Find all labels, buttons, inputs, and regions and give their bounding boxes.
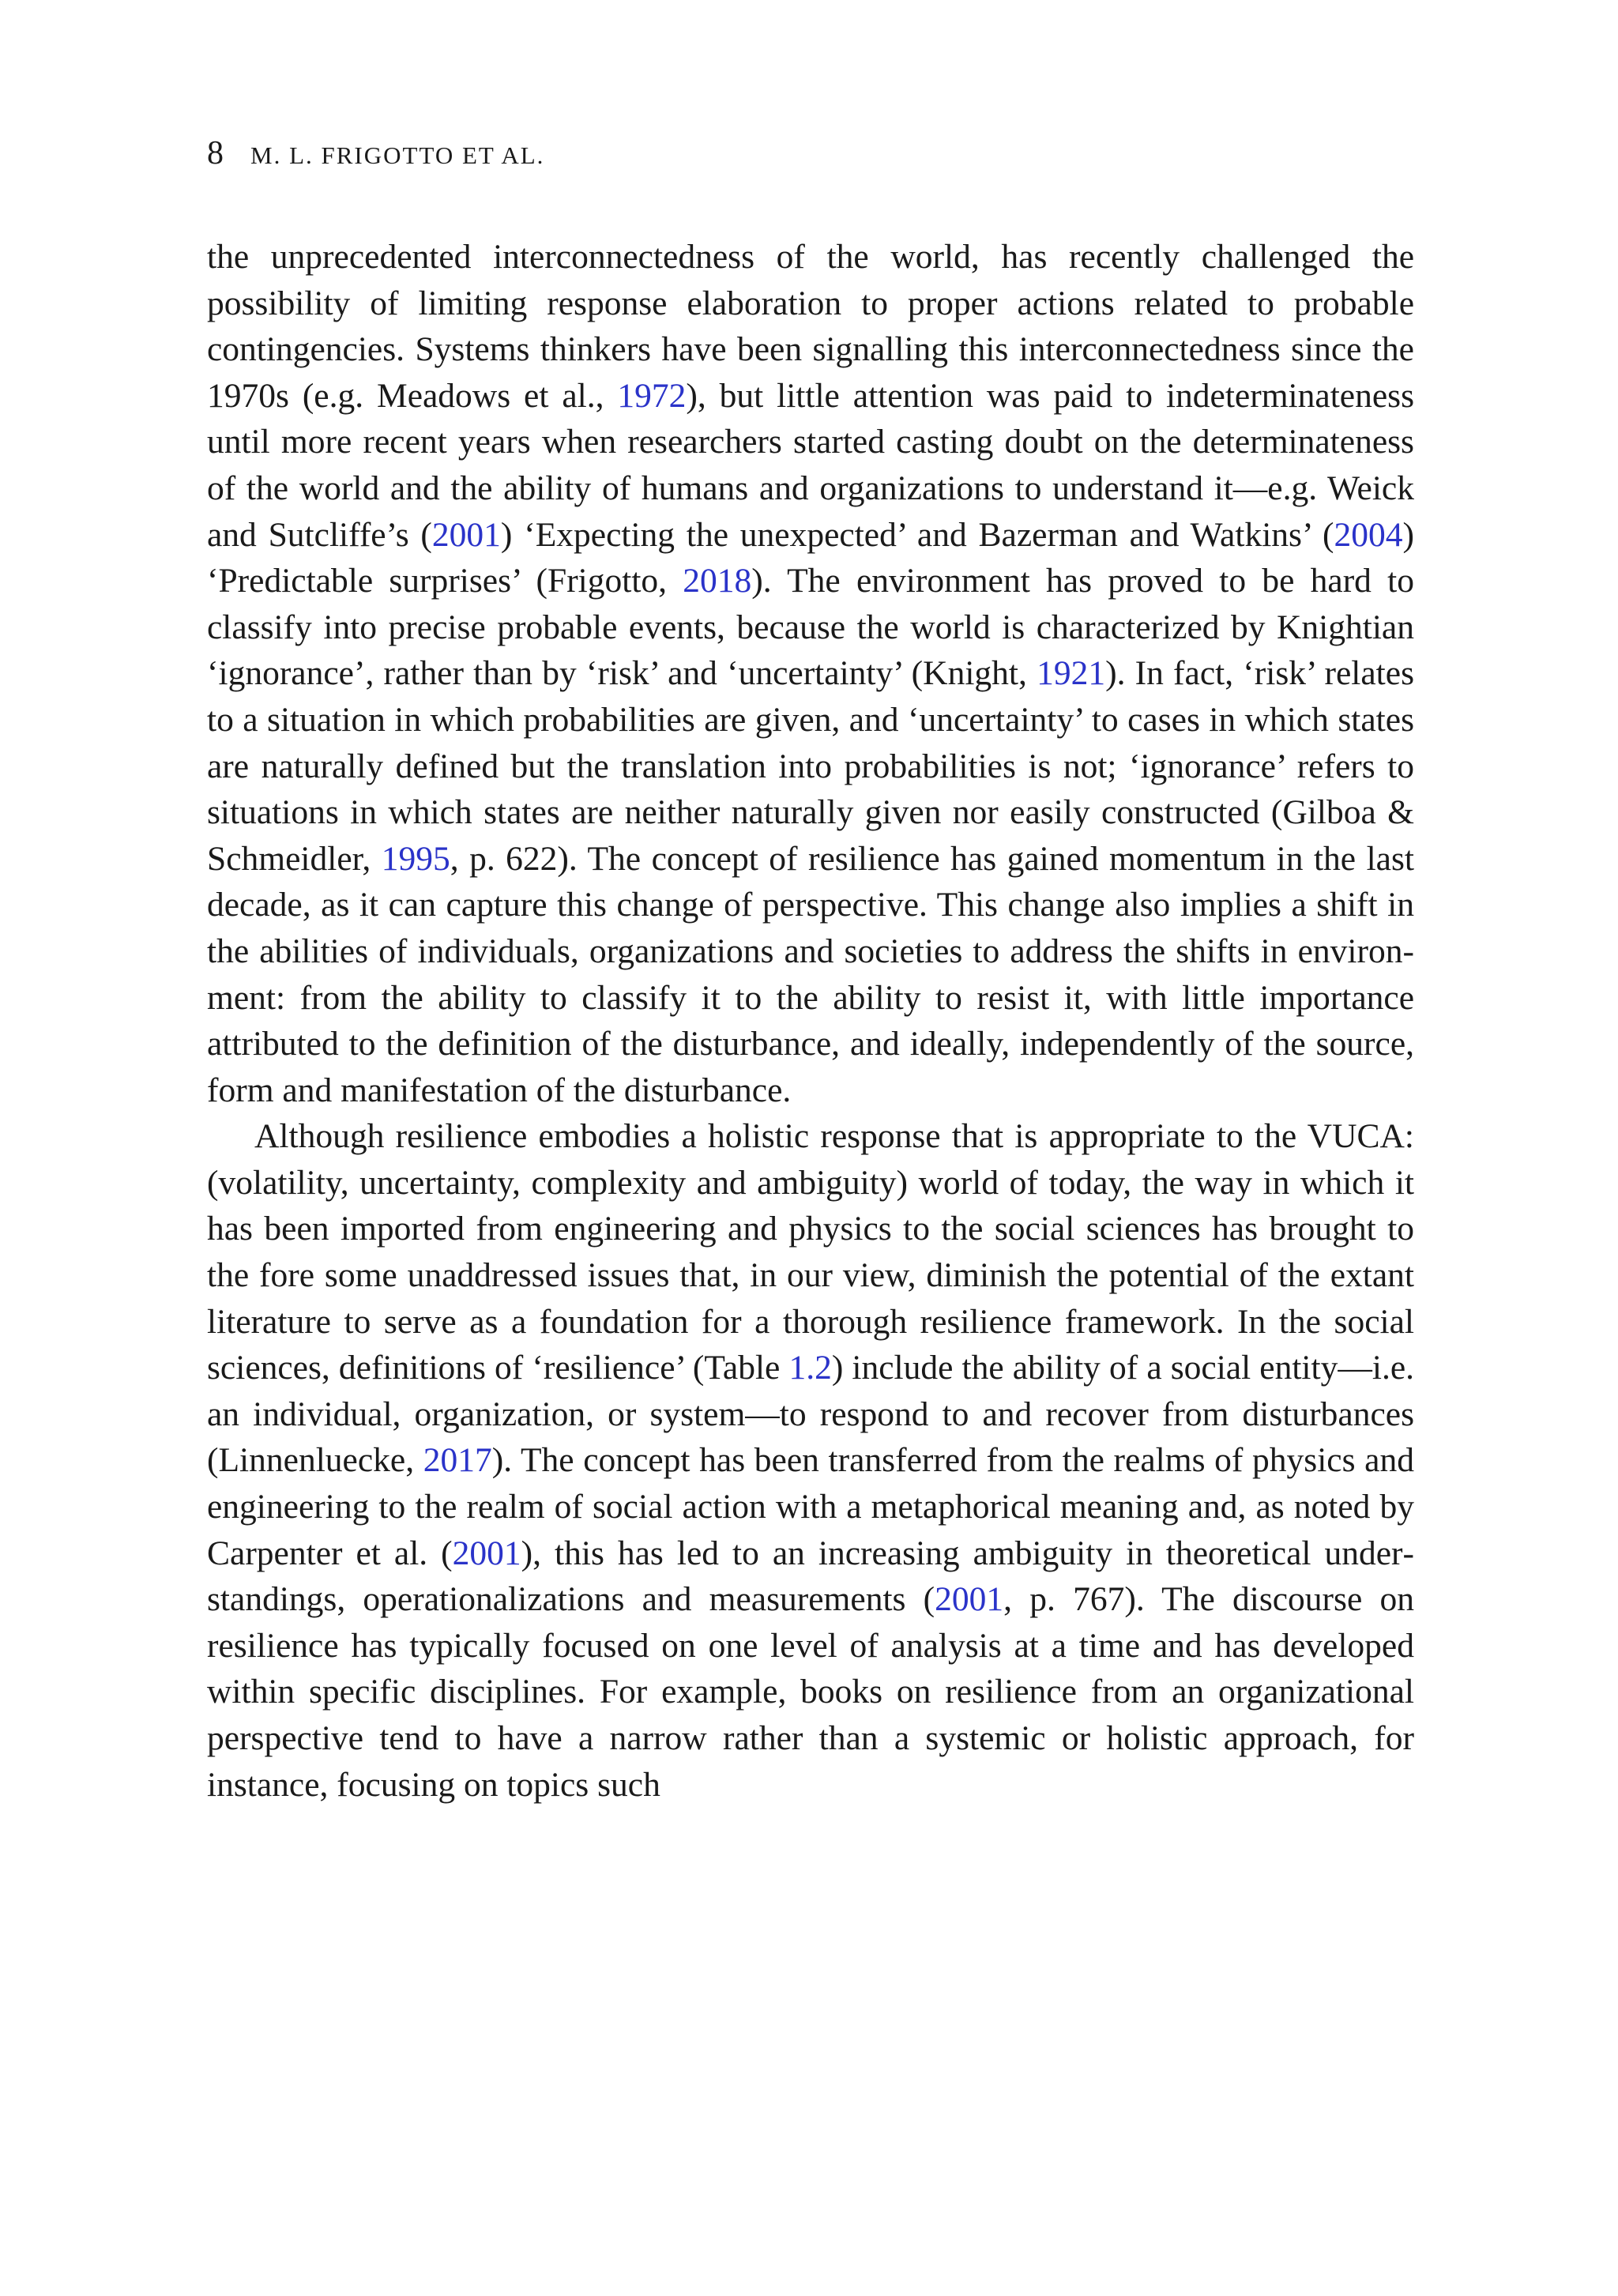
body-text <box>207 234 1414 1808</box>
page-header <box>207 133 544 176</box>
text-segment: ), this has led to an increasing ambiguity in theoretical understandings, operationalizations and measurements ( <box>207 1534 1415 1619</box>
citation-link-frigotto-2018[interactable]: 2018 <box>683 562 752 600</box>
paragraph-2 <box>207 1113 1414 1808</box>
text-segment: ). The concept has been transferred from the realms of physics and engineering to the realm of social action with a metaphorical meaning and, as noted by Carpenter et al. ( <box>207 1441 1414 1572</box>
text-segment: ). In fact, ‘risk’ relates to a situation in which probabilities are given, and ‘uncertainty’ to cases in which states are naturally defined but the translation into probabilities is not; ‘ignorance’ refers to situations in which states are neither naturally given nor easily constructed (Gilboa & Schmeidler, <box>207 654 1414 878</box>
text-segment: ) ‘Expecting the unexpected’ and Bazerman and Watkins’ ( <box>500 515 1334 554</box>
text-segment: ). The environment has proved to be hard to classify into precise probable events, because the world is characterized by Knightian ‘ignorance’, rather than by ‘risk’ and ‘uncertainty’ (Knight, <box>207 562 1414 693</box>
citation-link-meadows-1972[interactable]: 1972 <box>617 376 687 415</box>
text-segment: ) ‘Predictable surprises’ (Frigotto, <box>207 515 1414 600</box>
citation-link-carpenter-2001[interactable]: 2001 <box>452 1534 521 1572</box>
text-segment: ) include the ability of a social entity—i.e. an individual, organization, or system—to respond to and recover from disturbances (Linnenluecke, <box>207 1349 1414 1480</box>
text-segment: the unprecedented interconnectedness of the world, has recently challenged the possibility of limiting response elaboration to proper actions related to probable contingencies. Systems thinkers have been signalling this interconnectedness since the 1970s (e.g. Meadows et al., <box>207 238 1414 415</box>
citation-link-carpenter-2001-page[interactable]: 2001 <box>935 1580 1004 1619</box>
text-segment: , p. 767). The discourse on resilience has typically focused on one level of analysis at a time and has developed within specific disciplines. For example, books on resilience from an organizational perspective tend to have a narrow rather than a systemic or holistic approach, for instance, focusing on topics such <box>207 1580 1414 1804</box>
table-link-1-2[interactable]: 1.2 <box>788 1349 832 1387</box>
citation-link-bazerman-2004[interactable]: 2004 <box>1334 515 1403 554</box>
page-number: 8 <box>207 135 224 171</box>
paragraph-1 <box>207 234 1414 1113</box>
text-segment: ), but little attention was paid to indeterminateness until more recent years when researchers started casting doubt on the determinateness of the world and the ability of humans and organizations to understand it—e.g. Weick and Sutcliffe’s ( <box>207 376 1414 554</box>
text-segment: Although resilience embodies a holistic response that is appropriate to the VUCA: (volatility, uncertainty, complexity and ambiguity) world of today, the way in which it has been imported from engineering and physics to the social sciences has brought to the fore some unaddressed issues that, in our view, diminish the potential of the extant literature to serve as a foundation for a thorough resilience framework. In the social sciences, definitions of ‘resilience’ (Table <box>207 1117 1414 1387</box>
citation-link-linnenluecke-2017[interactable]: 2017 <box>423 1441 492 1480</box>
citation-link-weick-2001[interactable]: 2001 <box>431 515 501 554</box>
text-segment: , p. 622). The concept of resilience has gained momentum in the last decade, as it can capture this change of perspective. This change also implies a shift in the abilities of individuals, organizations and societies to address the shifts in environment: from the ability to classify it to the ability to resist it, with little importance attributed to the definition of the disturbance, and ideally, independently of the source, form and manifestation of the disturbance. <box>207 839 1414 1109</box>
citation-link-knight-1921[interactable]: 1921 <box>1037 654 1106 693</box>
running-head: M. L. FRIGOTTO ET AL. <box>250 141 545 169</box>
citation-link-gilboa-1995[interactable]: 1995 <box>381 839 450 878</box>
